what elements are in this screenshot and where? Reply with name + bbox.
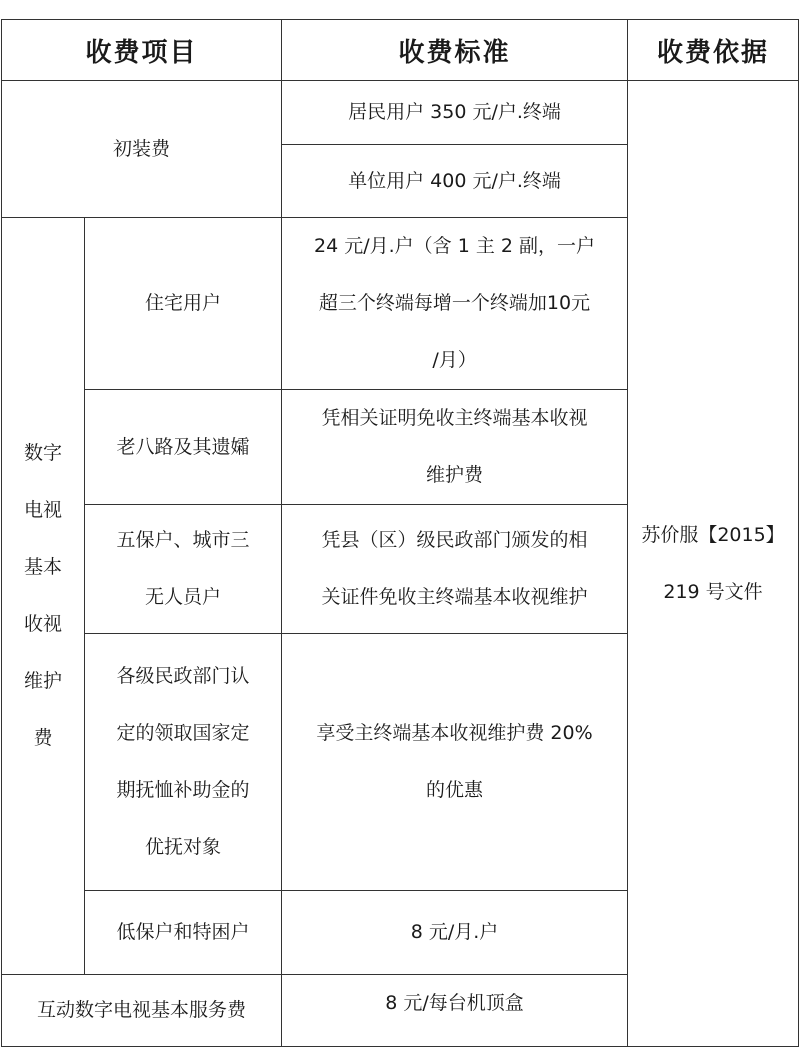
item-line: 无人员户 — [145, 586, 222, 608]
table-row — [2, 81, 799, 145]
install-fee-unit: 单位用户 400 元/户.终端 — [282, 145, 628, 218]
interactive-standard: 8 元/每台机顶盒 — [282, 975, 628, 1047]
group-label-line: 基本 — [23, 556, 62, 578]
item-line: 定的领取国家定 — [116, 722, 250, 744]
item-line: 各级民政部门认 — [116, 665, 250, 687]
basis-cell — [628, 81, 799, 1047]
item-line: 住宅用户 — [145, 292, 222, 314]
row-standard — [282, 891, 628, 975]
item-line: 期抚恤补助金的 — [116, 779, 250, 801]
item-line: 五保户、城市三 — [116, 529, 250, 551]
basis-line: 219 号文件 — [663, 580, 763, 603]
item-line: 低保户和特困户 — [116, 921, 250, 943]
standard-line: 的优惠 — [426, 779, 484, 801]
install-fee-label: 初装费 — [2, 81, 282, 218]
install-fee-resident: 居民用户 350 元/户.终端 — [282, 81, 628, 145]
interactive-label: 互动数字电视基本服务费 — [2, 975, 282, 1047]
standard-line: 维护费 — [426, 464, 484, 486]
group-label-line: 数字 — [23, 442, 62, 464]
group-label-line: 收视 — [23, 613, 62, 635]
group-label-line: 维护 — [23, 670, 62, 692]
row-item — [85, 891, 282, 975]
row-standard — [282, 390, 628, 505]
header-item: 收费项目 — [2, 20, 282, 81]
row-item — [85, 218, 282, 390]
standard-line: 24 元/月.户（含 1 主 2 副，一户 — [314, 235, 596, 257]
row-item — [85, 390, 282, 505]
item-line: 优抚对象 — [145, 836, 222, 858]
header-standard: 收费标准 — [282, 20, 628, 81]
standard-line: 超三个终端每增一个终端加10元 — [318, 292, 591, 314]
standard-line: 8 元/月.户 — [410, 921, 499, 943]
row-standard — [282, 634, 628, 891]
standard-line: 享受主终端基本收视维护费 20% — [316, 722, 593, 744]
standard-line: /月） — [432, 349, 477, 371]
header-row — [2, 20, 799, 81]
digital-tv-group-label — [2, 218, 85, 975]
row-standard — [282, 218, 628, 390]
standard-line: 关证件免收主终端基本收视维护 — [321, 586, 588, 608]
group-label-line: 费 — [33, 727, 53, 749]
group-label-line: 电视 — [23, 499, 62, 521]
row-standard — [282, 505, 628, 634]
row-item — [85, 634, 282, 891]
row-item — [85, 505, 282, 634]
header-basis: 收费依据 — [628, 20, 799, 81]
basis-line: 苏价服【2015】 — [641, 523, 785, 546]
item-line: 老八路及其遗孀 — [116, 435, 250, 458]
standard-line: 凭相关证明免收主终端基本收视 — [321, 407, 588, 429]
standard-line: 凭县（区）级民政部门颁发的相 — [321, 529, 588, 551]
fee-table — [1, 19, 799, 1047]
